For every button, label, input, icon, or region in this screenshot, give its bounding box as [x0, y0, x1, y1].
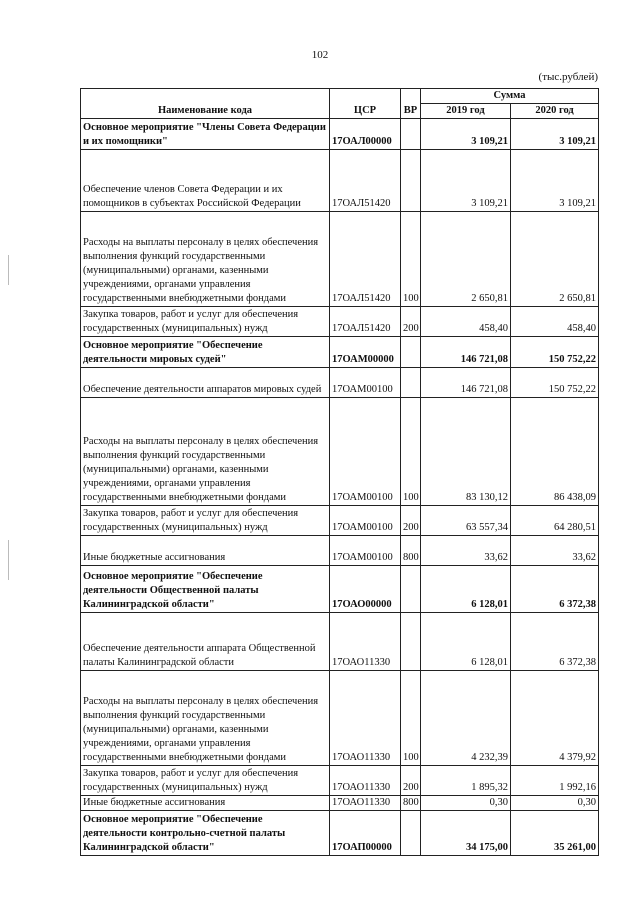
- row-csr: 17ОАМ00100: [330, 398, 401, 506]
- table-row: [81, 368, 599, 398]
- row-vr: 100: [401, 671, 421, 766]
- table-row: [81, 337, 599, 368]
- row-name: Основное мероприятие "Члены Совета Федерации и их помощники": [81, 119, 330, 150]
- row-vr: [401, 337, 421, 368]
- row-2020: 4 379,92: [511, 671, 599, 766]
- table-row: [81, 613, 599, 671]
- header-2019: 2019 год: [421, 104, 511, 119]
- units-label: (тыс.рублей): [538, 71, 598, 83]
- row-vr: 800: [401, 536, 421, 566]
- row-2019: 33,62: [421, 536, 511, 566]
- table-row: [81, 506, 599, 536]
- row-name: Закупка товаров, работ и услуг для обеспечения государственных (муниципальных) нужд: [81, 506, 330, 536]
- header-csr: ЦСР: [330, 89, 401, 119]
- row-csr: 17ОАО11330: [330, 796, 401, 811]
- row-2020: 0,30: [511, 796, 599, 811]
- row-2019: 1 895,32: [421, 766, 511, 796]
- row-2020: 86 438,09: [511, 398, 599, 506]
- row-csr: 17ОАЛ51420: [330, 212, 401, 307]
- row-vr: [401, 811, 421, 856]
- scan-edge-mark: [8, 540, 9, 580]
- row-name: Обеспечение членов Совета Федерации и их помощников в субъектах Российской Федерации: [81, 150, 330, 212]
- row-2019: 6 128,01: [421, 613, 511, 671]
- table-row: [81, 307, 599, 337]
- table-row: [81, 766, 599, 796]
- budget-table: [80, 88, 599, 856]
- table-row: [81, 566, 599, 613]
- row-2020: 6 372,38: [511, 566, 599, 613]
- row-vr: [401, 613, 421, 671]
- row-2019: 4 232,39: [421, 671, 511, 766]
- row-2020: 1 992,16: [511, 766, 599, 796]
- row-csr: 17ОАО11330: [330, 613, 401, 671]
- table-header: [81, 89, 599, 119]
- row-name: Расходы на выплаты персоналу в целях обеспечения выполнения функций государственными (муниципальными) органами, казенными учреждениями, органами управления государственными внебюджетными фондами: [81, 212, 330, 307]
- table-row: [81, 796, 599, 811]
- table-row: [81, 536, 599, 566]
- table-row: [81, 811, 599, 856]
- row-name: Обеспечение деятельности аппаратов мировых судей: [81, 368, 330, 398]
- row-vr: [401, 368, 421, 398]
- row-2020: 150 752,22: [511, 368, 599, 398]
- row-csr: 17ОАМ00100: [330, 506, 401, 536]
- row-name: Обеспечение деятельности аппарата Общественной палаты Калининградской области: [81, 613, 330, 671]
- row-csr: 17ОАО00000: [330, 566, 401, 613]
- row-vr: [401, 119, 421, 150]
- row-name: Закупка товаров, работ и услуг для обеспечения государственных (муниципальных) нужд: [81, 307, 330, 337]
- row-2020: 64 280,51: [511, 506, 599, 536]
- row-2019: 3 109,21: [421, 150, 511, 212]
- row-vr: 200: [401, 766, 421, 796]
- row-csr: 17ОАЛ51420: [330, 150, 401, 212]
- row-vr: 800: [401, 796, 421, 811]
- page-number: 102: [311, 49, 329, 61]
- header-2020: 2020 год: [511, 104, 599, 119]
- scan-edge-mark: [8, 255, 9, 285]
- row-2019: 34 175,00: [421, 811, 511, 856]
- row-2020: 35 261,00: [511, 811, 599, 856]
- table-body: [81, 119, 599, 856]
- row-2019: 0,30: [421, 796, 511, 811]
- table-row: [81, 119, 599, 150]
- row-2020: 3 109,21: [511, 119, 599, 150]
- table-row: [81, 398, 599, 506]
- row-csr: 17ОАЛ51420: [330, 307, 401, 337]
- header-sum: Сумма: [421, 89, 599, 104]
- row-name: Расходы на выплаты персоналу в целях обеспечения выполнения функций государственными (муниципальными) органами, казенными учреждениями, органами управления государственными внебюджетными фондами: [81, 671, 330, 766]
- row-vr: [401, 150, 421, 212]
- row-name: Иные бюджетные ассигнования: [81, 796, 330, 811]
- row-2020: 2 650,81: [511, 212, 599, 307]
- row-vr: 200: [401, 506, 421, 536]
- row-2019: 458,40: [421, 307, 511, 337]
- row-2020: 33,62: [511, 536, 599, 566]
- row-vr: [401, 566, 421, 613]
- header-name: Наименование кода: [81, 89, 330, 119]
- row-2019: 2 650,81: [421, 212, 511, 307]
- row-2020: 150 752,22: [511, 337, 599, 368]
- row-csr: 17ОАЛ00000: [330, 119, 401, 150]
- row-csr: 17ОАМ00100: [330, 536, 401, 566]
- row-csr: 17ОАО11330: [330, 766, 401, 796]
- row-name: Расходы на выплаты персоналу в целях обеспечения выполнения функций государственными (муниципальными) органами, казенными учреждениями, органами управления государственными внебюджетными фондами: [81, 398, 330, 506]
- row-2019: 83 130,12: [421, 398, 511, 506]
- row-csr: 17ОАО11330: [330, 671, 401, 766]
- row-2019: 146 721,08: [421, 368, 511, 398]
- header-vr: ВР: [401, 89, 421, 119]
- table-row: [81, 212, 599, 307]
- row-2019: 63 557,34: [421, 506, 511, 536]
- row-2020: 6 372,38: [511, 613, 599, 671]
- row-name: Основное мероприятие "Обеспечение деятельности Общественной палаты Калининградской области": [81, 566, 330, 613]
- row-2020: 3 109,21: [511, 150, 599, 212]
- table-row: [81, 671, 599, 766]
- row-vr: 100: [401, 398, 421, 506]
- table-row: [81, 150, 599, 212]
- row-csr: 17ОАМ00100: [330, 368, 401, 398]
- row-vr: 200: [401, 307, 421, 337]
- row-csr: 17ОАП00000: [330, 811, 401, 856]
- row-2019: 146 721,08: [421, 337, 511, 368]
- row-name: Иные бюджетные ассигнования: [81, 536, 330, 566]
- row-2019: 3 109,21: [421, 119, 511, 150]
- row-vr: 100: [401, 212, 421, 307]
- row-csr: 17ОАМ00000: [330, 337, 401, 368]
- row-2020: 458,40: [511, 307, 599, 337]
- row-2019: 6 128,01: [421, 566, 511, 613]
- row-name: Основное мероприятие "Обеспечение деятельности контрольно-счетной палаты Калининградской области": [81, 811, 330, 856]
- row-name: Основное мероприятие "Обеспечение деятельности мировых судей": [81, 337, 330, 368]
- row-name: Закупка товаров, работ и услуг для обеспечения государственных (муниципальных) нужд: [81, 766, 330, 796]
